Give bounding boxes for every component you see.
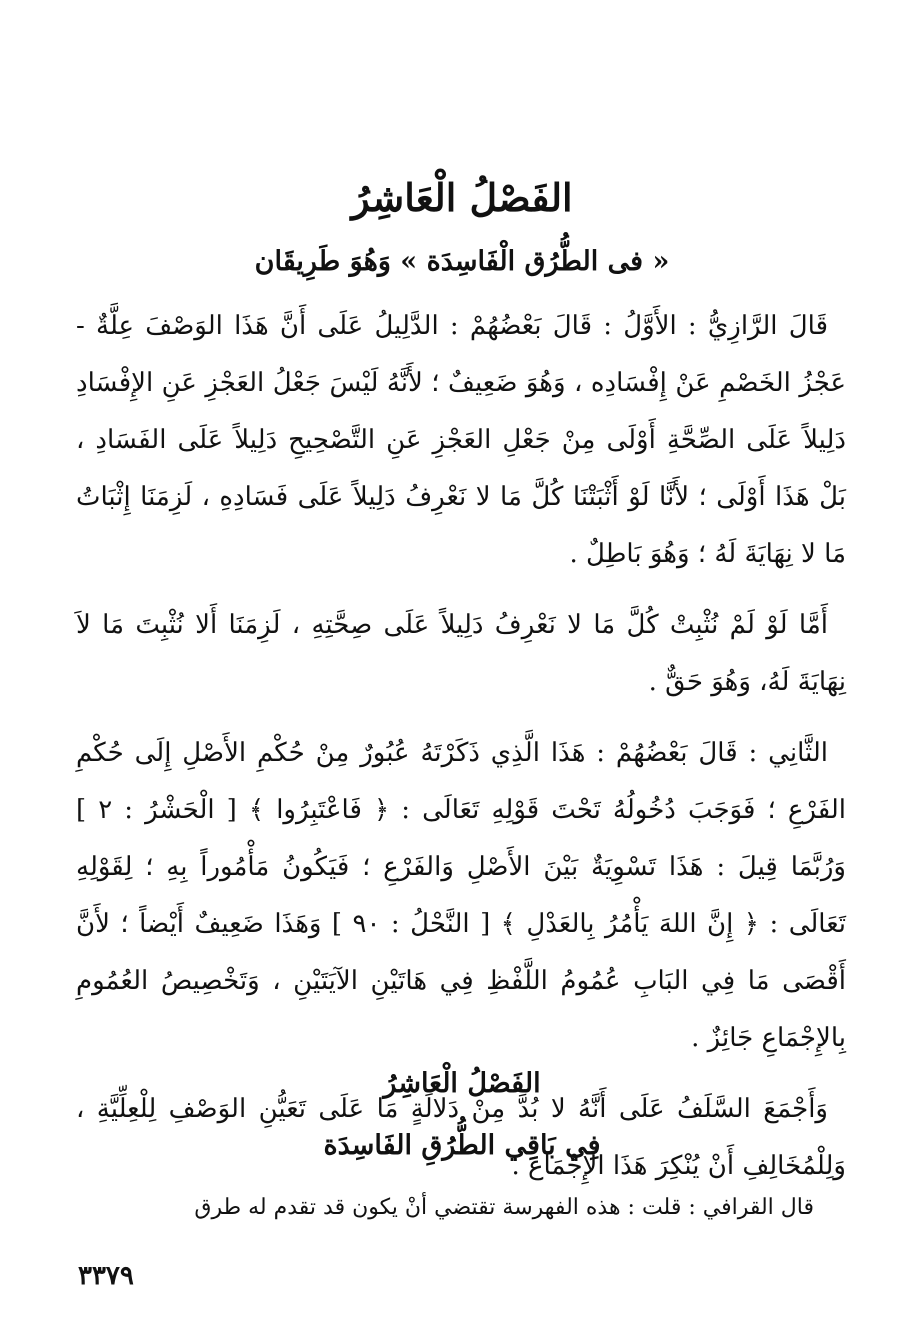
- paragraph-first-method: قَالَ الرَّازِيُّ : الأَوَّلُ : قَالَ بَعْضُهُمْ : الدَّلِيلُ عَلَى أَنَّ هَذَا الوَصْفَ عِلَّةٌ - عَجْزُ الخَصْمِ عَنْ إِفْسَادِه ، وَهُوَ ضَعِيفٌ ؛ لأَنَّهُ لَيْسَ جَعْلُ العَجْزِ عَنِ الإِفْسَادِ دَلِيلاً عَلَى الصِّحَّةِ أَوْلَى مِنْ جَعْلِ العَجْزِ عَنِ التَّصْحِيحِ دَلِيلاً عَلَى الفَسَادِ ، بَلْ هَذَا أَوْلَى ؛ لأَنَّا لَوْ أَثْبَتْنَا كُلَّ مَا لا نَعْرِفُ دَلِيلاً عَلَى فَسَادِهِ ، لَزِمَنَا إِثْبَاتُ مَا لا نِهَايَةَ لَهُ ؛ وَهُوَ بَاطِلٌ .: [76, 311, 846, 569]
- section-two-title: الفَصْلُ الْعَاشِرُ: [383, 1068, 541, 1099]
- section-two-subtitle: فِي بَاقِي الطُّرُقِ الفَاسِدَة: [323, 1130, 601, 1161]
- page-number: ٣٣٧٩: [78, 1261, 134, 1291]
- chapter-title: الفَصْلُ الْعَاشِرُ: [351, 175, 573, 220]
- chapter-subtitle: « فى الطُّرُق الْفَاسِدَة » وَهُوَ طَرِيقَان: [254, 246, 670, 277]
- commentary-text: قال القرافي : قلت : هذه الفهرسة تقتضي أنْ يكون قد تقدم له طرق: [194, 1195, 814, 1220]
- paragraph-second-method: الثَّانِي : قَالَ بَعْضُهُمْ : هَذَا الَّذِي ذَكَرْتَهُ عُبُورٌ مِنْ حُكْمِ الأَصْلِ إِلَى حُكْمِ الفَرْعِ ؛ فَوَجَبَ دُخُولُهُ تَحْتَ قَوْلِهِ تَعَالَى : ﴿ فَاعْتَبِرُوا ﴾ [ الْحَشْرُ : ٢ ] وَرُبَّمَا قِيلَ : هَذَا تَسْوِيَةٌ بَيْنَ الأَصْلِ وَالفَرْعِ ؛ فَيَكُونُ مَأْمُوراً بِهِ ؛ لِقَوْلِهِ تَعَالَى : ﴿ إِنَّ اللهَ يَأْمُرُ بِالعَدْلِ ﴾ [ النَّحْلُ : ٩٠ ] وَهَذَا ضَعِيفٌ أَيْضاً ؛ لأَنَّ أَقْصَى مَا فِي البَابِ عُمُومُ اللَّفْظِ فِي هَاتَيْنِ الآيَتَيْنِ ، وَتَخْصِيصُ العُمُومِ بِالإِجْمَاعِ جَائِزٌ .: [76, 738, 846, 1053]
- paragraph-consensus: وَأَجْمَعَ السَّلَفُ عَلَى أَنَّهُ لا بُدَّ مِنْ دَلالَةٍ مَا عَلَى تَعَيُّنِ الوَصْفِ لِلْعِلِّيَّةِ ، وَلِلْمُخَالِفِ أَنْ يُنْكِرَ هَذَا الإِجْمَاعَ .: [76, 1094, 846, 1181]
- paragraph-continuation: أَمَّا لَوْ لَمْ نُثْبِتْ كُلَّ مَا لا نَعْرِفُ دَلِيلاً عَلَى صِحَّتِهِ ، لَزِمَنَا أَلا نُثْبِتَ مَا لاَ نِهَايَةَ لَهُ، وَهُوَ حَقٌّ .: [76, 610, 846, 697]
